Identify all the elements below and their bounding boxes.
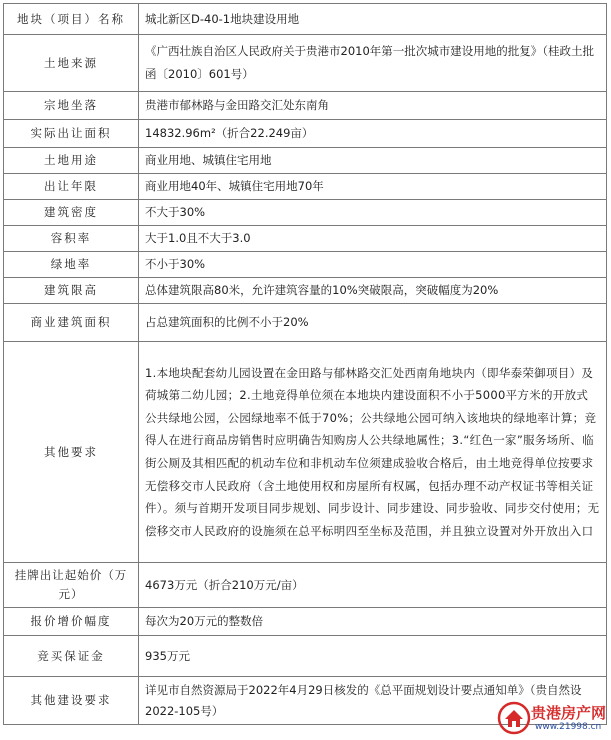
table-row [4, 608, 607, 636]
row-value: 1.本地块配套幼儿园设置在金田路与郁林路交汇处西南角地块内（即华泰荣御项目）及荷城第二幼儿园；2.土地竞得单位须在本地块内建设面积不小于5000平方米的开放式公共绿地公园，公园绿地率不低于70%；公共绿地公园可纳入该地块的绿地率计算；竞得人在进行商品房销售时应明确告知购房人公共绿地属性；3.“红色一家”服务场所、临街公厕及其相匹配的机动车位和非机动车位须建成验收合格后，由土地竞得单位按要求无偿移交市人民政府（含土地使用权和房屋所有权属，包括办理不动产权证书等相关证件）。须与首期开发项目同步规划、同步设计、同步建设、同步验收、同步交付使用；无偿移交市人民政府的设施须在总平标明四至坐标及范围，并且独立设置对外开放出入口 [139, 342, 607, 563]
row-key: 挂牌出让起始价（万元） [4, 563, 139, 608]
table-row [4, 120, 607, 148]
table-row [4, 304, 607, 342]
table-row [4, 226, 607, 252]
row-value: 详见市自然资源局于2022年4月29日核发的《总平面规划设计要点通知单》（贵自然设2022-105号） [139, 677, 607, 725]
site-watermark [497, 698, 609, 738]
row-value: 商业用地40年、城镇住宅用地70年 [139, 174, 607, 200]
row-key: 建筑密度 [4, 200, 139, 226]
row-key: 土地来源 [4, 35, 139, 92]
row-key: 实际出让面积 [4, 120, 139, 148]
table-row [4, 4, 607, 35]
row-value: 占总建筑面积的比例不小于20% [139, 304, 607, 342]
row-key: 竞买保证金 [4, 636, 139, 677]
watermark-name: 贵港房产网 [531, 704, 607, 722]
table-row [4, 92, 607, 120]
table-row [4, 636, 607, 677]
row-value: 《广西壮族自治区人民政府关于贵港市2010年第一批次城市建设用地的批复》（桂政土批函〔2010〕601号） [139, 35, 607, 92]
row-value: 935万元 [139, 636, 607, 677]
row-value: 不大于30% [139, 200, 607, 226]
row-key: 绿地率 [4, 252, 139, 278]
row-value: 城北新区D-40-1地块建设用地 [139, 4, 607, 35]
row-key: 宗地坐落 [4, 92, 139, 120]
row-key: 出让年限 [4, 174, 139, 200]
row-value: 不小于30% [139, 252, 607, 278]
row-key: 报价增价幅度 [4, 608, 139, 636]
table-row [4, 174, 607, 200]
watermark-url: www.21998.cn [535, 722, 602, 732]
house-logo-icon [497, 701, 531, 735]
row-key: 地块（项目）名称 [4, 4, 139, 35]
row-value: 大于1.0且不大于3.0 [139, 226, 607, 252]
table-row [4, 148, 607, 174]
row-value: 14832.96m²（折合22.249亩） [139, 120, 607, 148]
row-key: 容积率 [4, 226, 139, 252]
row-key: 其他建设要求 [4, 677, 139, 725]
row-key: 其他要求 [4, 342, 139, 563]
table-row [4, 278, 607, 304]
row-key: 商业建筑面积 [4, 304, 139, 342]
row-value: 总体建筑限高80米，允许建筑容量的10%突破限高，突破幅度为20% [139, 278, 607, 304]
land-info-table [3, 3, 607, 725]
row-key: 土地用途 [4, 148, 139, 174]
table-row [4, 35, 607, 92]
table-row [4, 252, 607, 278]
row-value: 贵港市郁林路与金田路交汇处东南角 [139, 92, 607, 120]
row-value: 每次为20万元的整数倍 [139, 608, 607, 636]
row-key: 建筑限高 [4, 278, 139, 304]
row-value: 商业用地、城镇住宅用地 [139, 148, 607, 174]
table-row [4, 342, 607, 563]
table-row [4, 563, 607, 608]
row-value: 4673万元（折合210万元/亩） [139, 563, 607, 608]
table-row [4, 200, 607, 226]
